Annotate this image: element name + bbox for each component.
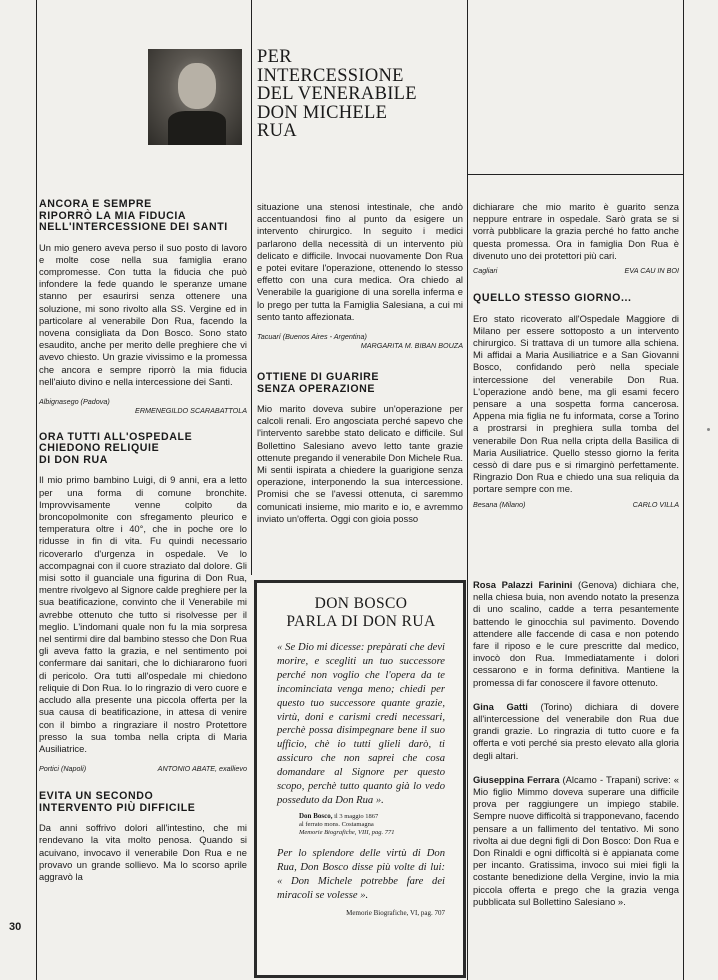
- title-line: DEL VENERABILE: [257, 84, 417, 104]
- heading-line: ORA TUTTI ALL'OSPEDALE: [39, 430, 193, 443]
- testimony: [473, 774, 679, 908]
- article-body: Ero stato ricoverato all'Ospedale Maggiore di Milano per essere sottoposto a un intervento chirurgico. Si trattava di un tumore alla schiena. Mi affidai a Maria Ausiliatrice e a San Giovanni Bosco, confidando però nella speciale intercessione del venerabile Don Rua. L'operazione andò bene, ma gli esami fecero pensare a una sospetta forma cancerosa. Appena mia figlia ne fu informata, corse a Torino a prostrarsi in preghiera sulla tomba del venerabile Don Rua nella cripta della Basilica di Maria Ausiliatrice. Quello stesso giorno la ferita cessò di dare pus e si rimarginò perfettamente. Ringrazio Don Rua e chiedo una sua reliquia da portare sempre con me.: [473, 312, 679, 495]
- heading-line: INTERVENTO PIÙ DIFFICILE: [39, 801, 196, 814]
- signature-place: Albignasego (Padova): [39, 396, 110, 406]
- article-body: Il mio primo bambino Luigi, di 9 anni, era a letto per una forma di comune bronchite. Improvvisamente venne colpito da broncopolmonite con sfregamento pleurico e temperatura oltre i 40°, che in poche ore lo ridusse in fin di vita. Fu quindi necessario ricoverarlo d'urgenza in ospedale. Ve lo accompagnai con il cuore straziato dal dolore. Gli misi sotto il guanciale una figurina di Don Rua, mentre rivolgevo al Signore calde preghiere per la sua beatificazione, convinto che il Venerabile mi avrebbe ottenuto che tutto si risolvesse per il meglio. L'indomani quale non fu la mia sorpresa nel sentirmi dire dal bambino stesso che Don Rua gli aveva fatto la grazia, e nel sentimento poi confermare dai sanitari, che lo dichiararono fuori di pericolo. Ora tutti all'ospedale mi chiedono reliquie di Don Rua. Io lo ringrazio di vero cuore e accludo alla presente una piccola offerta per la sua causa di beatificazione, in attesa di venire con il bimbo a ringraziare il nostro Protettore presso la sua tomba nella cripta di Maria Ausiliatrice.: [39, 474, 247, 754]
- article-heading: [39, 432, 247, 467]
- article-body: Mio marito doveva subire un'operazione per calcoli renali. Ero angosciata perché sapevo che l'intervento sarebbe stato delicato e difficile. Sul Bollettino Salesiano avevo letto tante grazie ottenute pregando il venerabile Don Michele Rua. Mi sentii ispirata a chiedere la guarigione senza operazione, interponendo la sua intercessione. Promisi che se l'avessi ottenuta, ci saremmo comunicati insieme, mio marito e io, e avremmo inviato un'offerta. Oggi con gioia posso: [257, 403, 463, 524]
- article-signature: [39, 397, 247, 415]
- article-signature: [39, 764, 247, 773]
- column-rule-1: [251, 0, 252, 575]
- column-2: [257, 201, 463, 525]
- testimony-name: Gina Gatti: [473, 700, 528, 712]
- quote-text: « Se Dio mi dicesse: prepàrati che devi morire, e scegliti un tuo successore perché non voglio che l'opera da te incominciata venga meno; chiedi per questo tuo successore quante grazie, virtù, doni e carismi credi necessari, perchè possa disimpegnare bene il suo ufficio, chè io tutti glieli darò, ti assicuro che non saprei che cosa domandare al Signore per questo scopo, perchè tutto quanto già lo vedo posseduto da Don Rua ».: [277, 642, 445, 806]
- signature-place: Portici (Napoli): [39, 764, 87, 774]
- article-heading: [257, 372, 463, 395]
- testimony: [473, 579, 679, 689]
- portrait-photo: [148, 49, 242, 145]
- reference-line: al ferrato mons. Costamagna: [299, 820, 374, 828]
- signature-author: CARLO VILLA: [632, 499, 679, 509]
- signature-place: Tacuarí (Buenos Aires - Argentina): [257, 332, 367, 342]
- article-heading: [39, 199, 247, 234]
- heading-line: CHIEDONO RELIQUIE: [39, 442, 160, 455]
- title-line: PER: [257, 47, 292, 67]
- heading-line: QUELLO STESSO GIORNO...: [473, 292, 632, 305]
- column-rule-right: [683, 0, 684, 980]
- quote-box: [254, 580, 466, 978]
- portrait-face: [178, 63, 216, 109]
- heading-line: ANCORA E SEMPRE: [39, 198, 152, 210]
- column-3-lower: [473, 579, 679, 908]
- article-body: Un mio genero aveva perso il suo posto di lavoro e molte cose nella sua famiglia erano compromesse. Con tutta la fiducia che può infondere la fede quando le speranze umane stanno per esaurirsi senza ottenere una soluzione, mi sono rivolto alla SS. Vergine ed in particolare al venerabile Don Rua, facendo la novena consigliata da Don Bosco. Sono stato esaudito, anche per merito delle preghiere che vi avevo chiesto. Un grazie vivissimo e la promessa che ancora e sempre riporrò la mia fiducia nell'aiuto divino e nella intercessione dei Santi.: [39, 241, 247, 387]
- header-rule-right: [467, 174, 683, 175]
- article-heading: [473, 293, 679, 305]
- heading-line: DI DON RUA: [39, 453, 108, 466]
- article-body: dichiarare che mio marito è guarito senza neppure entrare in ospedale. Sarò grata se si vorrà pubblicare la grazia perché ho fatto anche questa promessa. Ora in famiglia Don Rua è divenuto uno dei protettori più cari.: [473, 201, 679, 261]
- page-number: 30: [9, 921, 22, 933]
- article-body: situazione una stenosi intestinale, che andò accentuandosi fino al punto da esigere un intervento chirurgico. In seguito i medici parlarono della necessità di un intervento più delicato e difficile. Invocai nuovamente Don Rua e potei evitare l'operazione, ottenendo lo stesso effetto con una cura medica. Ora chiedo al Venerabile la guarigione di una sorella inferma e lo prego per tutta la Famiglia Salesiana, a cui mi sento tanto affezionata.: [257, 201, 463, 322]
- signature-author: ANTONIO ABATE, exallievo: [157, 764, 247, 774]
- signature-place: Cagliari: [473, 266, 498, 276]
- quote-reference: [299, 812, 445, 837]
- article-heading: [39, 791, 247, 814]
- signature-place: Besana (Milano): [473, 499, 526, 509]
- page-title: [257, 48, 417, 141]
- reference-author: Don Bosco,: [299, 811, 333, 820]
- column-rule-2: [467, 0, 468, 980]
- title-line: DON MICHELE: [257, 102, 388, 123]
- article-signature: [257, 332, 463, 350]
- quote-title-line: DON BOSCO: [314, 595, 408, 612]
- heading-line: EVITA UN SECONDO: [39, 790, 154, 803]
- column-3: [473, 201, 679, 509]
- quote-text-2: Per lo splendore delle virtù di Don Rua, Don Bosco disse più volte di lui: « Don Michele potrebbe fare dei miracoli se volesse ».: [277, 847, 445, 901]
- heading-line: NELL'INTERCESSIONE DEI SANTI: [39, 221, 228, 233]
- signature-author: MARGARITA M. BIBAN BOUZA: [360, 341, 463, 351]
- heading-line: OTTIENE DI GUARIRE: [257, 371, 380, 384]
- testimony-text: (Genova) dichiara che, nella chiesa buia, non avendo notato la presenza di uno scalino, cadde a terra pesantemente battendo le ginocchia sul pavimento. Dovendo attendere alle faccende di casa e non potendo fare il riposo e le cure prescritte dal medico, invocò don Rua. Immediatamente i dolori cessarono e in forma definitiva. Mantiene la promessa di far conoscere il favore ottenuto.: [473, 579, 679, 688]
- title-line: INTERCESSIONE: [257, 65, 404, 86]
- heading-line: RIPORRÒ LA MIA FIDUCIA: [39, 209, 187, 222]
- column-rule-left: [36, 0, 37, 980]
- testimony-text: (Alcamo - Trapani) scrive: « Mio figlio Mimmo doveva superare una difficile prova per raggiungere un impiego stabile. Sempre nuove difficoltà si trapponevano, facendo pensare a un fallimento del tentativo. Mi sono rivolta ai due degni figli di Don Bosco: Don Rua e Don Rinaldi e ogni difficoltà si è appianata come per incanto. Gratissima, invoco sui miei figli la costante benedizione della Vergine, invio la mia piccola offerta e prego che la grazia venga pubblicata sul Bollettino Salesiano ».: [473, 773, 679, 907]
- article-signature: [473, 266, 679, 275]
- scan-speck: [707, 428, 710, 431]
- quote-box-title: [277, 595, 445, 631]
- title-line: RUA: [257, 121, 297, 141]
- reference-date: il 3 maggio 1867: [334, 812, 379, 820]
- heading-line: SENZA OPERAZIONE: [257, 382, 376, 395]
- column-1: [39, 199, 247, 883]
- testimony-name: Rosa Palazzi Farinini: [473, 579, 573, 590]
- signature-author: ERMENEGILDO SCARABATTOLA: [135, 405, 247, 415]
- testimony: [473, 701, 679, 762]
- reference-source: Memorie Biografiche, VIII, pag. 771: [299, 828, 395, 836]
- portrait-cassock: [168, 111, 226, 145]
- article-signature: [473, 500, 679, 509]
- testimony-text: (Torino) dichiara di dovere all'intercessione del venerabile don Rua due grandi grazie. Lo ringrazia di tutto cuore e fa offerta e voti perché sia presto elevato alla gloria degli altari.: [473, 700, 680, 761]
- quote-reference-2: Memorie Biografiche, VI, pag. 707: [346, 908, 445, 917]
- quote-title-line: PARLA DI DON RUA: [286, 613, 436, 630]
- signature-author: EVA CAU IN BOI: [624, 266, 679, 276]
- testimony-name: Giuseppina Ferrara: [473, 773, 560, 785]
- quote-box-content: [277, 595, 445, 917]
- article-body: Da anni soffrivo dolori all'intestino, che mi rendevano la vita molto penosa. Quando si acuivano, invocavo il venerabile Don Rua e ne provavo un grande sollievo. Ma lo scorso aprile aggravò la: [39, 822, 247, 882]
